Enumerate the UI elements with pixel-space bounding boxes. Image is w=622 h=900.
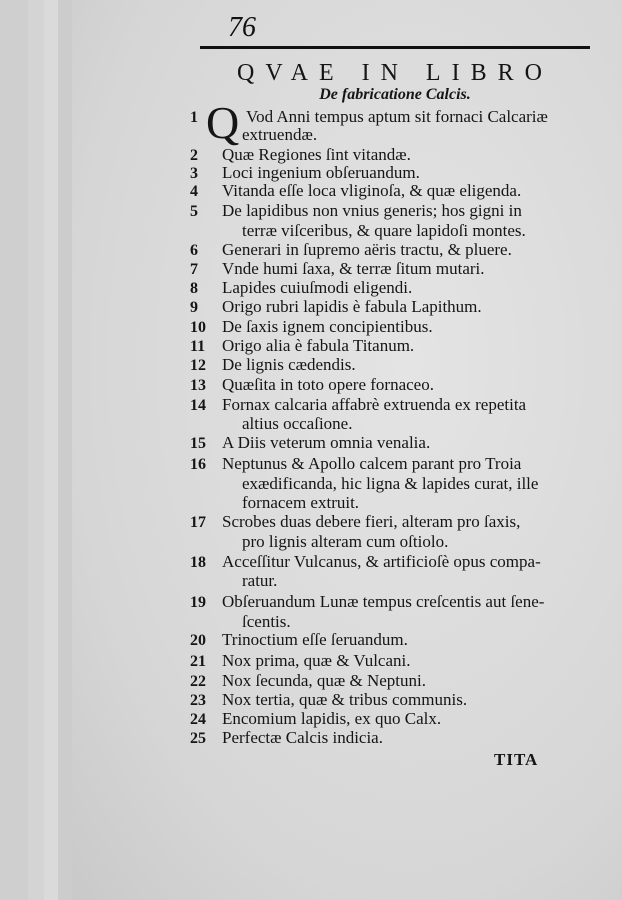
entry-number: 24 bbox=[190, 711, 206, 728]
entry-number: 5 bbox=[190, 203, 198, 220]
entry-text: Quæ Regiones ſint vitandæ. bbox=[222, 145, 411, 164]
entry-text: Origo rubri lapidis è fabula Lapithum. bbox=[222, 297, 482, 316]
entry-number: 14 bbox=[190, 397, 206, 414]
entry-text: A Diis veterum omnia venalia. bbox=[222, 433, 431, 452]
entry-number: 17 bbox=[190, 514, 206, 531]
page-heading: QVAE IN LIBRO bbox=[237, 60, 553, 86]
page-number: 76 bbox=[228, 12, 256, 43]
entry-text: Vnde humi ſaxa, & terræ ſitum mutari. bbox=[222, 259, 485, 278]
entry-number: 22 bbox=[190, 673, 206, 690]
entry-text-continuation: altius occaſione. bbox=[242, 414, 353, 433]
entry-text: Encomium lapidis, ex quo Calx. bbox=[222, 709, 442, 728]
entry-number: 16 bbox=[190, 456, 206, 473]
entry-text: Vod Anni tempus aptum sit fornaci Calcariæ bbox=[246, 107, 548, 126]
entry-text-continuation: terræ viſceribus, & quare lapidoſi montes. bbox=[242, 221, 526, 240]
entry-text: Fornax calcaria affabrè extruenda ex repetita bbox=[222, 395, 527, 414]
entry-text: Generari in ſupremo aëris tractu, & pluere. bbox=[222, 240, 512, 259]
entry-number: 18 bbox=[190, 554, 206, 571]
entry-text: Nox ſecunda, quæ & Neptuni. bbox=[222, 671, 426, 690]
entry-number: 15 bbox=[190, 435, 206, 452]
entry-number: 6 bbox=[190, 242, 198, 259]
entry-number: 19 bbox=[190, 594, 206, 611]
entry-number: 20 bbox=[190, 632, 206, 649]
header-rule bbox=[200, 46, 590, 49]
page-subtitle: De fabricatione Calcis. bbox=[319, 86, 471, 103]
entry-number: 2 bbox=[190, 147, 198, 164]
stacked-page-edge bbox=[44, 0, 59, 900]
stacked-page-edge bbox=[58, 0, 73, 900]
entry-text: Obſeruandum Lunæ tempus creſcentis aut ſene- bbox=[222, 592, 545, 611]
entry-text-continuation: ratur. bbox=[242, 571, 278, 590]
entry-text: Scrobes duas debere fieri, alteram pro ſaxis, bbox=[222, 512, 521, 531]
entry-text-continuation: pro lignis alteram cum oſtiolo. bbox=[242, 532, 449, 551]
entry-number: 9 bbox=[190, 299, 198, 316]
entry-number: 8 bbox=[190, 280, 198, 297]
stacked-page-edge bbox=[28, 0, 45, 900]
entry-text-continuation: ſcentis. bbox=[242, 612, 291, 631]
entry-text: Loci ingenium obſeruandum. bbox=[222, 163, 420, 182]
entry-text: De ſaxis ignem concipientibus. bbox=[222, 317, 433, 336]
entry-number: 11 bbox=[190, 338, 206, 355]
entry-number: 4 bbox=[190, 183, 198, 200]
entry-text: Lapides cuiuſmodi eligendi. bbox=[222, 278, 413, 297]
entry-text: De lapidibus non vnius generis; hos gigni in bbox=[222, 201, 522, 220]
entry-number: 13 bbox=[190, 377, 206, 394]
entry-text: Origo alia è fabula Titanum. bbox=[222, 336, 415, 355]
entry-number: 1 bbox=[190, 109, 198, 126]
entry-text: Neptunus & Apollo calcem parant pro Troia bbox=[222, 454, 522, 473]
entry-number: 25 bbox=[190, 730, 206, 747]
entry-number: 7 bbox=[190, 261, 198, 278]
entry-number: 23 bbox=[190, 692, 206, 709]
entry-number: 10 bbox=[190, 319, 206, 336]
drop-cap: Q bbox=[206, 97, 240, 148]
entry-text: Acceſſitur Vulcanus, & artificioſè opus compa- bbox=[222, 552, 541, 571]
stacked-page-edge bbox=[0, 0, 29, 900]
entry-number: 21 bbox=[190, 653, 206, 670]
entry-text: Vitanda eſſe loca vliginoſa, & quæ eligenda. bbox=[222, 181, 522, 200]
entry-text: Nox tertia, quæ & tribus communis. bbox=[222, 690, 468, 709]
catchword: TITA bbox=[494, 750, 539, 769]
entry-text: Trinoctium eſſe ſeruandum. bbox=[222, 630, 408, 649]
entry-text-continuation: exædificanda, hic ligna & lapides curat, ille bbox=[242, 474, 539, 493]
entry-text-continuation: extruendæ. bbox=[242, 125, 318, 144]
entry-number: 12 bbox=[190, 357, 206, 374]
entry-text-continuation: fornacem extruit. bbox=[242, 493, 360, 512]
entry-text: Nox prima, quæ & Vulcani. bbox=[222, 651, 411, 670]
entry-text: De lignis cædendis. bbox=[222, 355, 356, 374]
entry-text: Quæſita in toto opere fornaceo. bbox=[222, 375, 434, 394]
entry-number: 3 bbox=[190, 165, 198, 182]
entry-text: Perfectæ Calcis indicia. bbox=[222, 728, 383, 747]
